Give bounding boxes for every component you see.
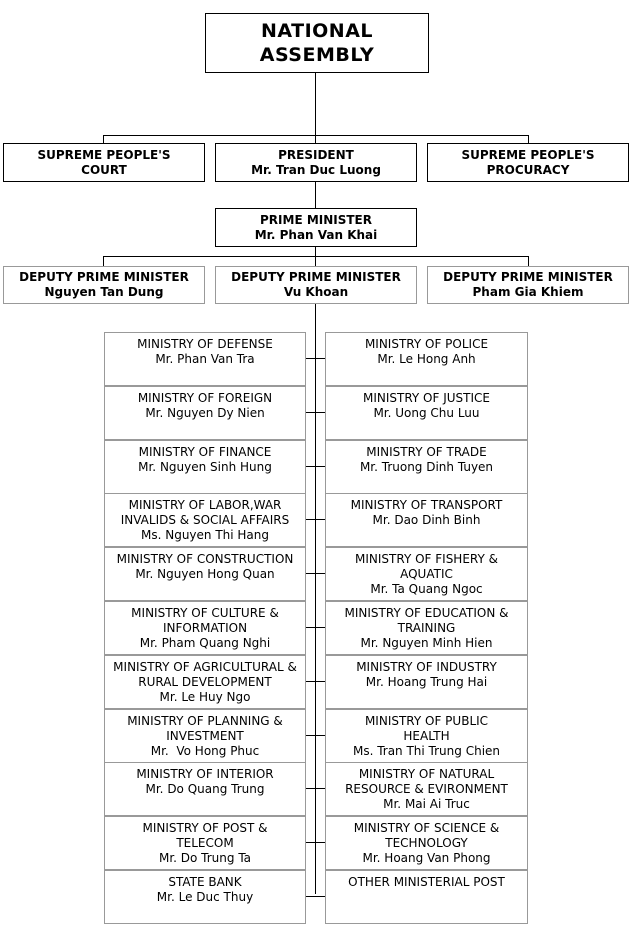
minister-name: Mr. Nguyen Sinh Hung [138, 460, 272, 474]
national-assembly-line2: ASSEMBLY [259, 44, 375, 66]
ministry-title-line: INFORMATION [162, 621, 248, 635]
ministry-box [104, 762, 306, 816]
minister-name: Mr. Le Hong Anh [377, 352, 476, 366]
minister-name: Mr. Nguyen Minh Hien [360, 636, 493, 650]
ministry-title-line: MINISTRY OF INTERIOR [136, 767, 274, 781]
minister-name: Mr. Ta Quang Ngoc [370, 582, 483, 596]
president-box [215, 143, 417, 182]
minister-name: Mr. Do Trung Ta [158, 851, 252, 865]
supreme-court-line2: COURT [81, 162, 127, 177]
ministry-box [325, 816, 528, 870]
ministry-connector-tick [315, 842, 325, 843]
supreme-procuracy-line1: SUPREME PEOPLE'S [461, 147, 595, 162]
ministry-box [325, 332, 528, 386]
ministry-connector-tick [315, 735, 325, 736]
ministry-box [104, 870, 306, 924]
minister-name: Mr. Nguyen Dy Nien [145, 406, 265, 420]
minister-name: Mr. Le Huy Ngo [159, 690, 251, 704]
deputy-box-2 [215, 266, 417, 304]
minister-name: Mr. Nguyen Hong Quan [135, 567, 275, 581]
ministry-title-line: MINISTRY OF TRADE [366, 445, 487, 459]
ministry-title-line: MINISTRY OF LABOR,WAR [128, 498, 282, 512]
ministry-box [104, 386, 306, 440]
pm-down-line [315, 246, 316, 266]
ministry-connector-tick [315, 412, 325, 413]
minister-name: Mr. Vo Hong Phuc [150, 744, 260, 758]
ministry-box [325, 386, 528, 440]
ministry-box [104, 547, 306, 601]
ministry-box [104, 816, 306, 870]
minister-name: Mr. Uong Chu Luu [373, 406, 480, 420]
ministry-connector-tick [315, 358, 325, 359]
minister-name: Mr. Hoang Van Phong [362, 851, 491, 865]
ministry-title-line: MINISTRY OF TRANSPORT [350, 498, 503, 512]
ministry-title-line: AQUATIC [400, 567, 453, 581]
president-line2: Mr. Tran Duc Luong [251, 162, 381, 177]
tier2-bus-line [103, 135, 529, 136]
minister-name: Ms. Tran Thi Trung Chien [352, 744, 501, 758]
ministry-title-line: MINISTRY OF CONSTRUCTION [116, 552, 294, 566]
deputy-title: DEPUTY PRIME MINISTER [231, 270, 401, 284]
ministry-title-line: STATE BANK [168, 875, 242, 889]
ministry-box [104, 601, 306, 655]
prime-minister-name: Mr. Phan Van Khai [254, 227, 378, 242]
ministry-title-line: MINISTRY OF FOREIGN [137, 391, 273, 405]
trunk-line-top [315, 72, 316, 136]
ministry-box [325, 601, 528, 655]
supreme-court-box [3, 143, 205, 182]
minister-name: Mr. Truong Dinh Tuyen [359, 460, 494, 474]
deputy-box-1 [3, 266, 205, 304]
minister-name: Mr. Phan Van Tra [155, 352, 255, 366]
minister-name: Mr. Pham Quang Nghi [139, 636, 271, 650]
national-assembly-box [205, 13, 429, 73]
deputy-name: Pham Gia Khiem [472, 285, 584, 299]
ministry-connector-tick [315, 788, 325, 789]
ministry-title-line: MINISTRY OF AGRICULTURAL & [113, 660, 297, 674]
ministry-title-line: TELECOM [176, 836, 234, 850]
ministry-title-line: INVESTMENT [166, 729, 244, 743]
ministry-title-line: TECHNOLOGY [385, 836, 468, 850]
prime-minister-title: PRIME MINISTER [260, 212, 372, 227]
ministry-box [104, 655, 306, 709]
deputy-drop-left [103, 256, 104, 266]
ministry-connector-tick [315, 896, 325, 897]
ministry-connector-tick [315, 519, 325, 520]
ministry-title-line: RURAL DEVELOPMENT [138, 675, 272, 689]
deputy-name: Vu Khoan [283, 285, 349, 299]
tier2-drop-right [528, 135, 529, 143]
ministry-box [325, 547, 528, 601]
ministry-title-line: MINISTRY OF JUSTICE [362, 391, 490, 405]
deputy-name: Nguyen Tan Dung [44, 285, 164, 299]
ministry-title-line: MINISTRY OF PLANNING & [127, 714, 283, 728]
supreme-court-line1: SUPREME PEOPLE'S [37, 147, 171, 162]
ministry-box [325, 709, 528, 763]
ministry-box [325, 655, 528, 709]
ministry-box [325, 493, 528, 547]
ministry-trunk-line [315, 304, 316, 894]
ministry-box [325, 440, 528, 494]
minister-name: Mr. Le Duc Thuy [156, 890, 254, 904]
deputy-title: DEPUTY PRIME MINISTER [443, 270, 613, 284]
supreme-procuracy-line2: PROCURACY [486, 162, 570, 177]
deputy-box-3 [427, 266, 629, 304]
ministry-box [104, 709, 306, 763]
ministry-title-line: MINISTRY OF POLICE [364, 337, 489, 351]
minister-name: Mr. Dao Dinh Binh [372, 513, 481, 527]
ministry-connector-tick [315, 573, 325, 574]
deputy-drop-right [528, 256, 529, 266]
ministry-box [325, 762, 528, 816]
president-line1: PRESIDENT [278, 147, 354, 162]
ministry-title-line: OTHER MINISTERIAL POST [348, 875, 505, 889]
ministry-title-line: RESOURCE & EVIRONMENT [345, 782, 508, 796]
ministry-title-line: MINISTRY OF CULTURE & [131, 606, 279, 620]
ministry-box [325, 870, 528, 924]
prime-minister-box [215, 208, 417, 247]
ministry-title-line: MINISTRY OF SCIENCE & [353, 821, 500, 835]
ministry-title-line: TRAINING [397, 621, 456, 635]
minister-name: Mr. Hoang Trung Hai [365, 675, 488, 689]
ministry-title-line: MINISTRY OF POST & [142, 821, 268, 835]
ministry-connector-tick [315, 681, 325, 682]
deputy-title: DEPUTY PRIME MINISTER [19, 270, 189, 284]
deputy-bus-line [103, 256, 529, 257]
ministry-box [104, 493, 306, 547]
ministry-title-line: MINISTRY OF INDUSTRY [356, 660, 497, 674]
ministry-title-line: MINISTRY OF DEFENSE [137, 337, 273, 351]
ministry-title-line: MINISTRY OF FISHERY & [355, 552, 498, 566]
ministry-box [104, 440, 306, 494]
national-assembly-line1: NATIONAL [260, 20, 374, 42]
ministry-title-line: MINISTRY OF PUBLIC [364, 714, 489, 728]
supreme-procuracy-box [427, 143, 629, 182]
ministry-connector-tick [315, 466, 325, 467]
ministry-title-line: MINISTRY OF EDUCATION & [344, 606, 509, 620]
ministry-title-line: MINISTRY OF NATURAL [358, 767, 495, 781]
minister-name: Mr. Do Quang Trung [145, 782, 265, 796]
ministry-title-line: INVALIDS & SOCIAL AFFAIRS [120, 513, 290, 527]
ministry-title-line: HEALTH [403, 729, 450, 743]
ministry-connector-tick [315, 627, 325, 628]
minister-name: Mr. Mai Ai Truc [383, 797, 470, 811]
ministry-title-line: MINISTRY OF FINANCE [138, 445, 272, 459]
ministry-box [104, 332, 306, 386]
tier2-drop-left [103, 135, 104, 143]
minister-name: Ms. Nguyen Thi Hang [140, 528, 270, 542]
